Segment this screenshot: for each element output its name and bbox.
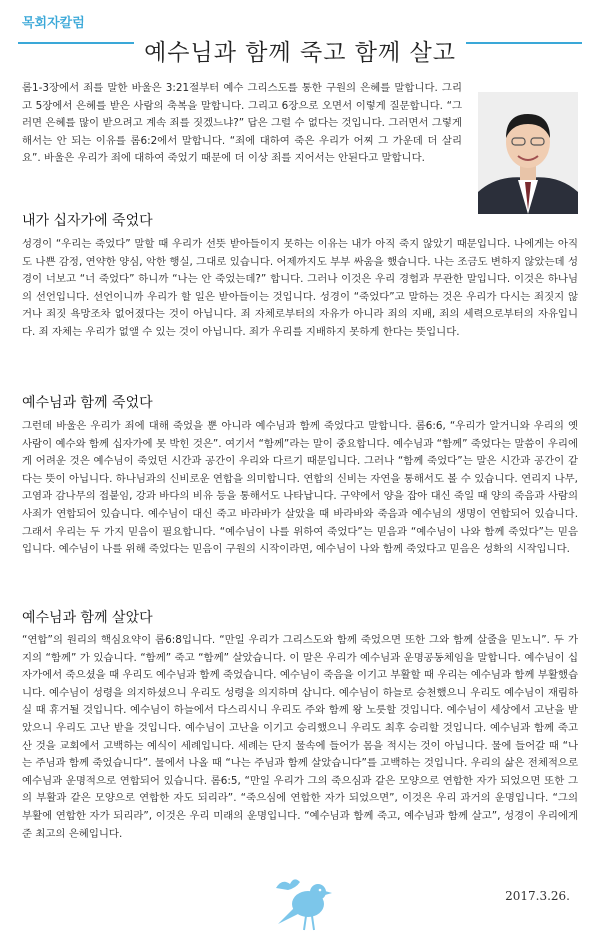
- page-title: [0, 34, 600, 67]
- section-heading-1: 내가 십자가에 죽었다: [22, 213, 153, 229]
- intro-paragraph: 롬1-3장에서 죄를 말한 바울은 3:21절부터 예수 그리스도를 통한 구원의 은혜를 말합니다. 그리고 5장에서 은혜를 받은 사람의 축복을 말합니다. 그리고 6장으로 오면서 이렇게 질문합니다. “그러면 은혜를 많이 받으려고 계속 죄를 짓겠느냐?” 답은 그럴 수 없다는 것입니다. 그러면서 그렇게 해서는 안 되는 이유를 롬6:2에서 말합니다. “죄에 대하여 죽은 우리가 어찌 그 가운데 더 살리요”. 바울은 우리가 죄에 대하여 죽었기 때문에 더 이상 죄를 지어서는 안된다고 말합니다.: [22, 82, 462, 165]
- page-title-text: 예수님과 함께 죽고 함께 살고: [134, 40, 466, 66]
- section-body-2: 그런데 바울은 우리가 죄에 대해 죽었을 뿐 아니라 예수님과 함께 죽었다고 말합니다. 롬6:6, “우리가 알거니와 우리의 옛 사람이 예수와 함께 십자가에 못 박힌 것은”. 여기서 “함께”라는 말이 중요합니다. 예수님과 “함께” 죽었다는 말씀이 우리에게 어려운 것은 예수님이 죽었던 시간과 공간이 우리와 다르기 때문입니다. 그러나 “함께 죽었다”는 말은 시간과 공간이 같다는 뜻이 아닙니다. 하나님과의 신비로운 연합을 의미합니다. 연합의 신비는 자연을 통해서도 볼 수 있습니다. 연리지 나무, 고염과 감나무의 접붙임, 강과 바다의 비유 등을 통해서도 나타납니다. 구약에서 양을 잡아 대신 죽일 때 양의 죽음과 사람의 사죄가 연합되어 있습니다. 예수님이 대신 죽고 바라바가 살았을 때 바라바와 죽음과 예수님의 생명이 연합되어 있습니다. 그래서 우리는 두 가지 믿음이 필요합니다. “예수님이 나를 위하여 죽었다”는 믿음과 “예수님이 나와 함께 죽었다”는 믿음입니다. 예수님이 나를 위해 죽었다는 믿음이 구원의 시작이라면, 예수님이 나와 함께 죽었다고 믿음은 성화의 시작입니다.: [22, 420, 578, 556]
- column-category: 목회자칼럼: [22, 16, 85, 31]
- section-body-3: “연합”의 원리의 핵심요약이 롬6:8입니다. “만일 우리가 그리스도와 함께 죽었으면 또한 그와 함께 살줄을 믿노니”. 두 가지의 “함께” 가 있습니다. “함께” 죽고 “함께” 살았습니다. 이 말은 우리가 예수님과 운명공동체임을 말합니다. 예수님이 십자가에서 죽으셨을 때 우리도 예수님과 함께 죽었습니다. 예수님이 죽음을 이기고 부활할 때 우리는 예수님과 함께 부활했습니다. 예수님이 성령을 의지하셨으니 우리도 성령을 의지하며 삽니다. 예수님이 하늘로 승천했으니 우리도 예수님이 재림하실 때 휴거될 것입니다. 예수님이 하늘에서 다스리시니 우리도 주와 함께 왕 노릇할 것입니다. 예수님이 세상에서 고난을 받았으니 우리도 고난 받을 것입니다. 예수님이 고난을 이기고 승리했으니 우리도 최후 승리할 것입니다. 예수님과 함께 죽고 산 것을 교회에서 고백하는 예식이 세례입니다. 세례는 단지 물속에 들어가 몸을 적시는 것이 아닙니다. 물에 들어갈 때 “나는 주님과 함께 죽었습니다”. 물에서 나올 때 “나는 주님과 함께 살았습니다”를 고백하는 것입니다. 우리의 삶은 전체적으로 예수님과 운명적으로 연합되어 있습니다. 롬6:5, “만일 우리가 그의 죽으심과 같은 모양으로 연합한 자가 되었으면 또한 그의 부활과 같은 모양으로 연합한 자도 되리라”. “죽으심에 연합한 자가 되었으면”, 이것은 우리 과거의 운명입니다. “그의 부활에 연합한 자가 되리라”, 이것은 우리 미래의 운명입니다. “예수님과 함께 죽고, 예수님과 함께 살고”, 성경이 우리에게 준 최고의 은혜입니다.: [22, 634, 578, 840]
- author-photo: [478, 92, 578, 214]
- publication-date: 2017.3.26.: [505, 889, 570, 903]
- section-body-1: 성경이 “우리는 죽었다” 말할 때 우리가 선뜻 받아들이지 못하는 이유는 내가 아직 죽지 않았기 때문입니다. 나에게는 아직도 나쁜 감정, 연약한 양심, 악한 행실, 그대로 있습니다. 어제까지도 부부 싸움을 했습니다. 나는 조금도 변하지 않았는데 성경이 너보고 “너 죽었다” 하니까 “나는 안 죽었는데?” 합니다. 그러나 이것은 우리 경험과 무관한 말입니다. 이것은 하나님의 선언입니다. 선언이니까 우리가 할 일은 받아들이는 것입니다. 성경이 “죽었다”고 말하는 것은 우리가 다시는 죄짓지 않거나 죄짓 욕망조차 없어졌다는 것이 아닙니다. 죄 자체로부터의 자유가 아니라 죄의 지배, 죄의 세력으로부터의 자유입니다. 죄 자체는 우리가 없앨 수 있는 것이 아닙니다. 죄가 우리를 지배하지 못하게 한다는 뜻입니다.: [22, 238, 578, 338]
- author-portrait-icon: [478, 92, 578, 214]
- section-heading-2: 예수님과 함께 죽었다: [22, 395, 153, 411]
- bird-icon: [268, 868, 338, 932]
- section-heading-3: 예수님과 함께 살았다: [22, 610, 153, 626]
